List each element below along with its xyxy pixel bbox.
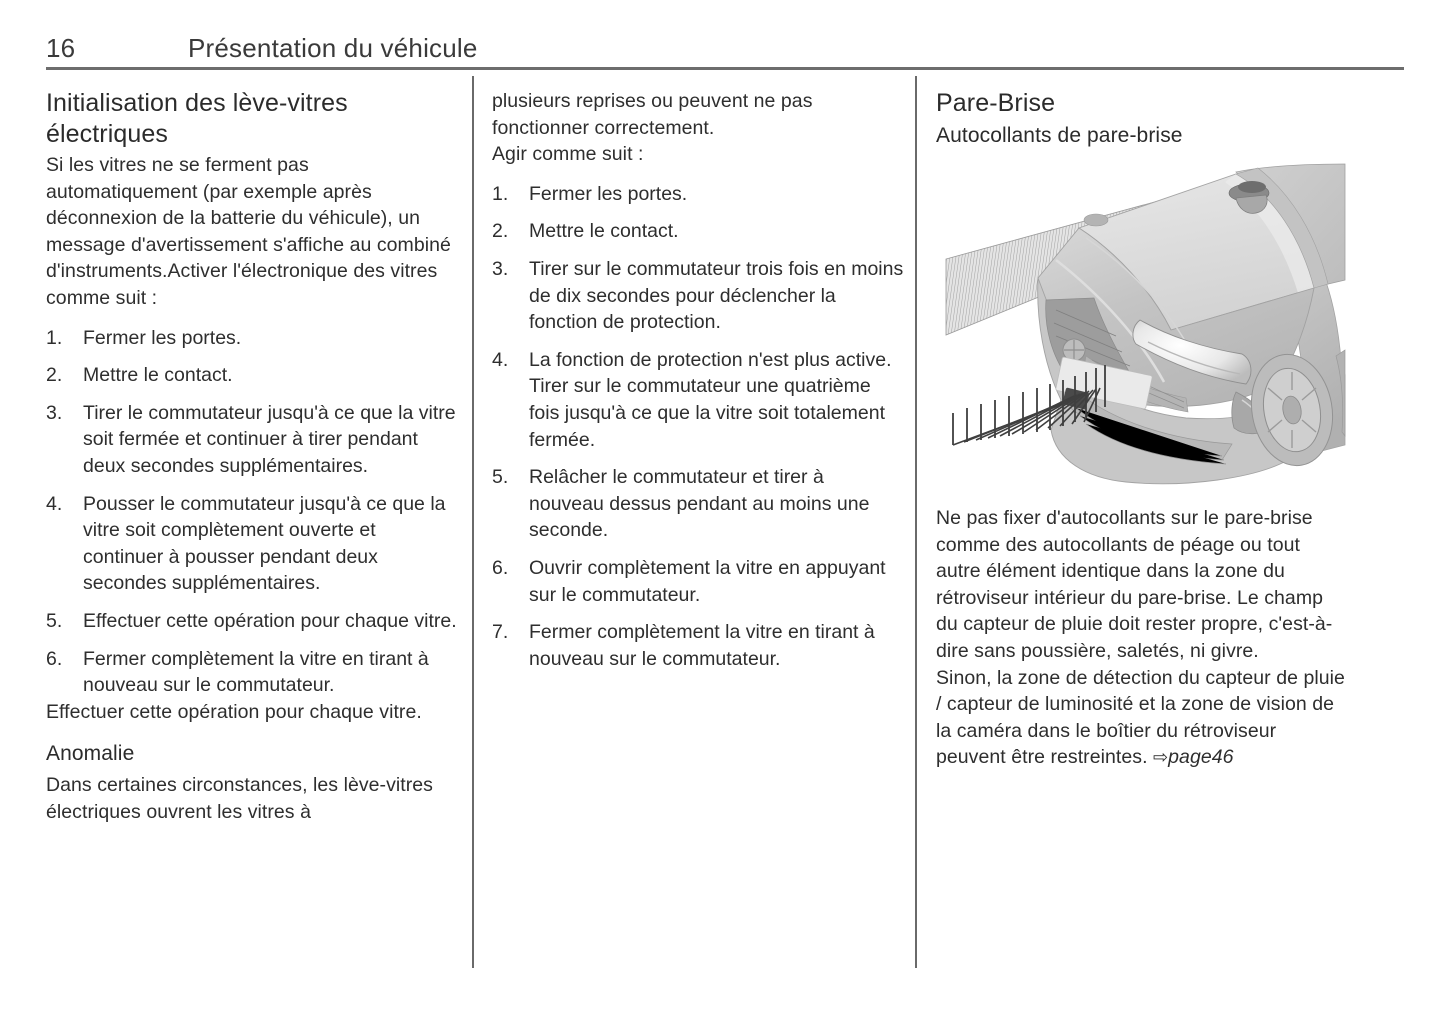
anomalie-lead-in-paragraph: Agir comme suit :: [492, 143, 644, 166]
list-item-text: Fermer complètement la vitre en tirant à nouveau sur le commutateur.: [529, 621, 875, 670]
list-item: [492, 347, 904, 453]
list-item-number: 1.: [46, 326, 63, 349]
list-item: [492, 181, 904, 208]
list-item-text: Pousser le commutateur jusqu'à ce que la vitre soit complètement ouverte et continuer à pousser pendant deux secondes supplémentaires.: [83, 492, 446, 595]
list-item-text: Fermer les portes.: [83, 326, 242, 349]
list-item: [492, 619, 904, 672]
list-item-number: 6.: [46, 647, 63, 670]
subsection-title-autocollants: Autocollants de pare-brise: [936, 124, 1183, 147]
cross-reference-label: page46: [1168, 746, 1234, 769]
list-item-number: 3.: [492, 257, 509, 280]
list-item-number: 7.: [492, 621, 509, 644]
section-title-power-windows: Initialisation des lève-vitres électriques: [46, 89, 348, 148]
windshield-sticker-paragraph-2: [936, 665, 1346, 771]
windshield-sticker-paragraph-2-text: Sinon, la zone de détection du capteur de pluie / capteur de luminosité et la zone de vision de la caméra dans le boîtier du rétroviseur peuvent être restreintes.: [936, 666, 1345, 769]
list-item-text: Effectuer cette opération pour chaque vitre.: [83, 609, 457, 632]
car-body: [1038, 164, 1345, 484]
list-item-text: La fonction de protection n'est plus active. Tirer sur le commutateur une quatrième fois jusqu'à ce que la vitre soit totalement fermée.: [529, 348, 892, 451]
section-title-pare-brise: Pare-Brise: [936, 89, 1056, 117]
anomalie-continuation-paragraph: plusieurs reprises ou peuvent ne pas fonctionner correctement.: [492, 90, 813, 139]
column-3: [936, 88, 1346, 771]
list-item-text: Fermer complètement la vitre en tirant à nouveau sur le commutateur.: [83, 647, 429, 697]
windshield-sensor-zone-illustration: [936, 160, 1346, 505]
windshield-sticker-paragraph-1: Ne pas fixer d'autocollants sur le pare-brise comme des autocollants de péage ou tout autre élément identique dans la zone du rétroviseur intérieur du pare-brise. Le champ du capteur de pluie doit rester propre, c'est-à-dire sans poussière, saletés, ni givre.: [936, 507, 1333, 662]
list-item-text: Ouvrir complètement la vitre en appuyant sur le commutateur.: [529, 556, 886, 606]
list-item-number: 4.: [492, 348, 509, 371]
list-item: [46, 400, 458, 480]
list-item-number: 3.: [46, 401, 63, 424]
cross-reference-arrow-icon: ⇨: [1153, 747, 1169, 768]
list-item-text: Tirer sur le commutateur trois fois en moins de dix secondes pour déclencher la fonction de protection.: [529, 257, 904, 334]
anomalie-step-list: [492, 181, 904, 673]
page-title: Présentation du véhicule: [188, 33, 478, 63]
list-item-text: Tirer le commutateur jusqu'à ce que la vitre soit fermée et continuer à tirer pendant deux secondes supplémentaires.: [83, 401, 456, 477]
list-item-number: 1.: [492, 182, 509, 205]
page-number: 16: [46, 33, 76, 63]
list-item: [46, 491, 458, 597]
list-item: [492, 218, 904, 245]
column-divider-2: [915, 76, 917, 968]
list-item-number: 2.: [46, 364, 63, 387]
car-front-three-quarter-diagram: [936, 160, 1346, 505]
list-item-number: 2.: [492, 220, 509, 243]
list-item: [46, 608, 458, 635]
list-item-number: 5.: [492, 466, 509, 489]
list-item: [46, 362, 458, 389]
subsection-title-anomalie: Anomalie: [46, 742, 135, 766]
page-header: [46, 32, 1404, 70]
power-windows-step-list: [46, 325, 458, 699]
list-item-number: 5.: [46, 609, 63, 632]
column-divider-1: [472, 76, 474, 968]
column-1: [46, 88, 458, 825]
power-windows-intro-paragraph: Si les vitres ne se ferment pas automatiquement (par exemple après déconnexion de la batterie du véhicule), un message d'avertissement s'affiche au combiné d'instruments.Activer l'électronique des vitres comme suit :: [46, 154, 451, 309]
list-item-text: Mettre le contact.: [83, 364, 233, 387]
power-windows-after-list-paragraph: Effectuer cette opération pour chaque vitre.: [46, 700, 422, 723]
header-divider-rule: [46, 67, 1404, 70]
list-item: [46, 646, 458, 699]
list-item: [492, 256, 904, 336]
column-2: [492, 88, 904, 672]
list-item-text: Fermer les portes.: [529, 182, 688, 205]
anomalie-paragraph: Dans certaines circonstances, les lève-vitres électriques ouvrent les vitres à: [46, 774, 433, 823]
list-item-number: 6.: [492, 556, 509, 579]
cross-reference[interactable]: [1153, 746, 1234, 768]
list-item-text: Relâcher le commutateur et tirer à nouveau dessus pendant au moins une seconde.: [529, 466, 870, 542]
list-item-text: Mettre le contact.: [529, 220, 679, 243]
list-item-number: 4.: [46, 492, 63, 515]
list-item: [492, 555, 904, 608]
list-item: [46, 325, 458, 352]
list-item: [492, 464, 904, 544]
